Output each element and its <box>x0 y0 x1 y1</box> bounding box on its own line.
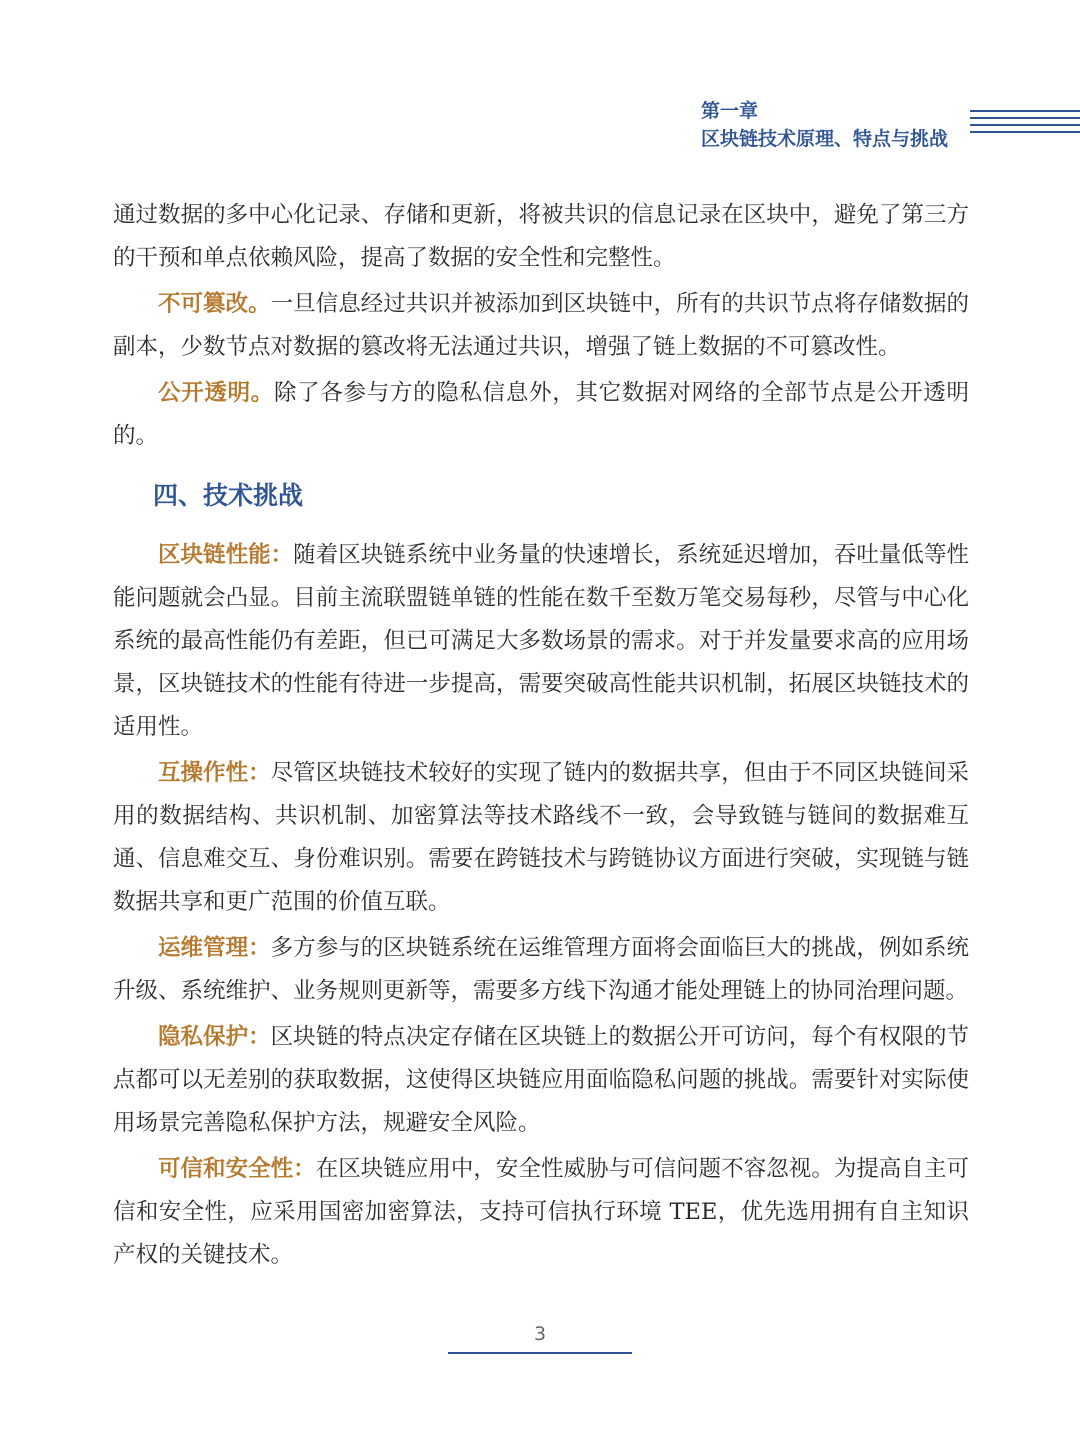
paragraph-transparency <box>113 372 969 458</box>
keyword-privacy: 隐私保护： <box>158 1024 271 1050</box>
paragraph-text: 区块链的特点决定存储在区块链上的数据公开可访问，每个有权限的节点都可以无差别的获取数据，这使得区块链应用面临隐私问题的挑战。需要针对实际使用场景完善隐私保护方法，规避安全风险。 <box>113 1024 969 1136</box>
page-header <box>701 98 948 154</box>
paragraph-operations <box>113 927 969 1013</box>
paragraph-security <box>113 1148 969 1277</box>
document-body <box>113 194 969 1277</box>
chapter-title: 区块链技术原理、特点与挑战 <box>700 128 948 150</box>
keyword-security: 可信和安全性： <box>158 1156 316 1182</box>
paragraph-text: 除了各参与方的隐私信息外，其它数据对网络的全部节点是公开透明的。 <box>113 380 969 449</box>
page-number: 3 <box>533 1323 547 1345</box>
paragraph-privacy <box>113 1016 969 1145</box>
chapter-label: 第一章 <box>700 100 758 122</box>
keyword-transparency: 公开透明。 <box>158 380 274 406</box>
header-line <box>970 131 1080 133</box>
paragraph-text: 尽管区块链技术较好的实现了链内的数据共享，但由于不同区块链间采用的数据结构、共识机制、加密算法等技术路线不一致，会导致链与链间的数据难互通、信息难交互、身份难识别。需要在跨链技术与跨链协议方面进行突破，实现链与链数据共享和更广范围的价值互联。 <box>113 760 969 915</box>
paragraph-performance <box>113 534 969 749</box>
page-footer <box>448 1320 632 1354</box>
paragraph-text: 一旦信息经过共识并被添加到区块链中，所有的共识节点将存储数据的副本，少数节点对数据的篡改将无法通过共识，增强了链上数据的不可篡改性。 <box>113 291 969 360</box>
paragraph-text: 随着区块链系统中业务量的快速增长，系统延迟增加，吞吐量低等性能问题就会凸显。目前主流联盟链单链的性能在数千至数万笔交易每秒，尽管与中心化系统的最高性能仍有差距，但已可满足大多数场景的需求。对于并发量要求高的应用场景，区块链技术的性能有待进一步提高，需要突破高性能共识机制，拓展区块链技术的适用性。 <box>113 542 969 740</box>
header-line <box>970 117 1080 119</box>
paragraph-continued: 通过数据的多中心化记录、存储和更新，将被共识的信息记录在区块中，避免了第三方的干预和单点依赖风险，提高了数据的安全性和完整性。 <box>113 202 969 271</box>
header-line <box>970 124 1080 126</box>
keyword-performance: 区块链性能： <box>158 542 294 568</box>
keyword-operations: 运维管理： <box>158 935 271 961</box>
keyword-interoperability: 互操作性： <box>158 760 271 786</box>
paragraph-immutability <box>113 283 969 369</box>
section-heading: 四、技术挑战 <box>153 481 304 510</box>
paragraph-text: 在区块链应用中，安全性威胁与可信问题不容忽视。为提高自主可信和安全性，应采用国密加密算法，支持可信执行环境 TEE，优先选用拥有自主知识产权的关键技术。 <box>113 1156 969 1268</box>
paragraph-text: 多方参与的区块链系统在运维管理方面将会面临巨大的挑战，例如系统升级、系统维护、业务规则更新等，需要多方线下沟通才能处理链上的协同治理问题。 <box>113 935 969 1004</box>
footer-divider <box>448 1352 632 1354</box>
header-line <box>970 110 1080 112</box>
header-decoration-lines <box>970 110 1080 142</box>
paragraph-interoperability <box>113 752 969 924</box>
keyword-immutability: 不可篡改。 <box>158 291 271 317</box>
